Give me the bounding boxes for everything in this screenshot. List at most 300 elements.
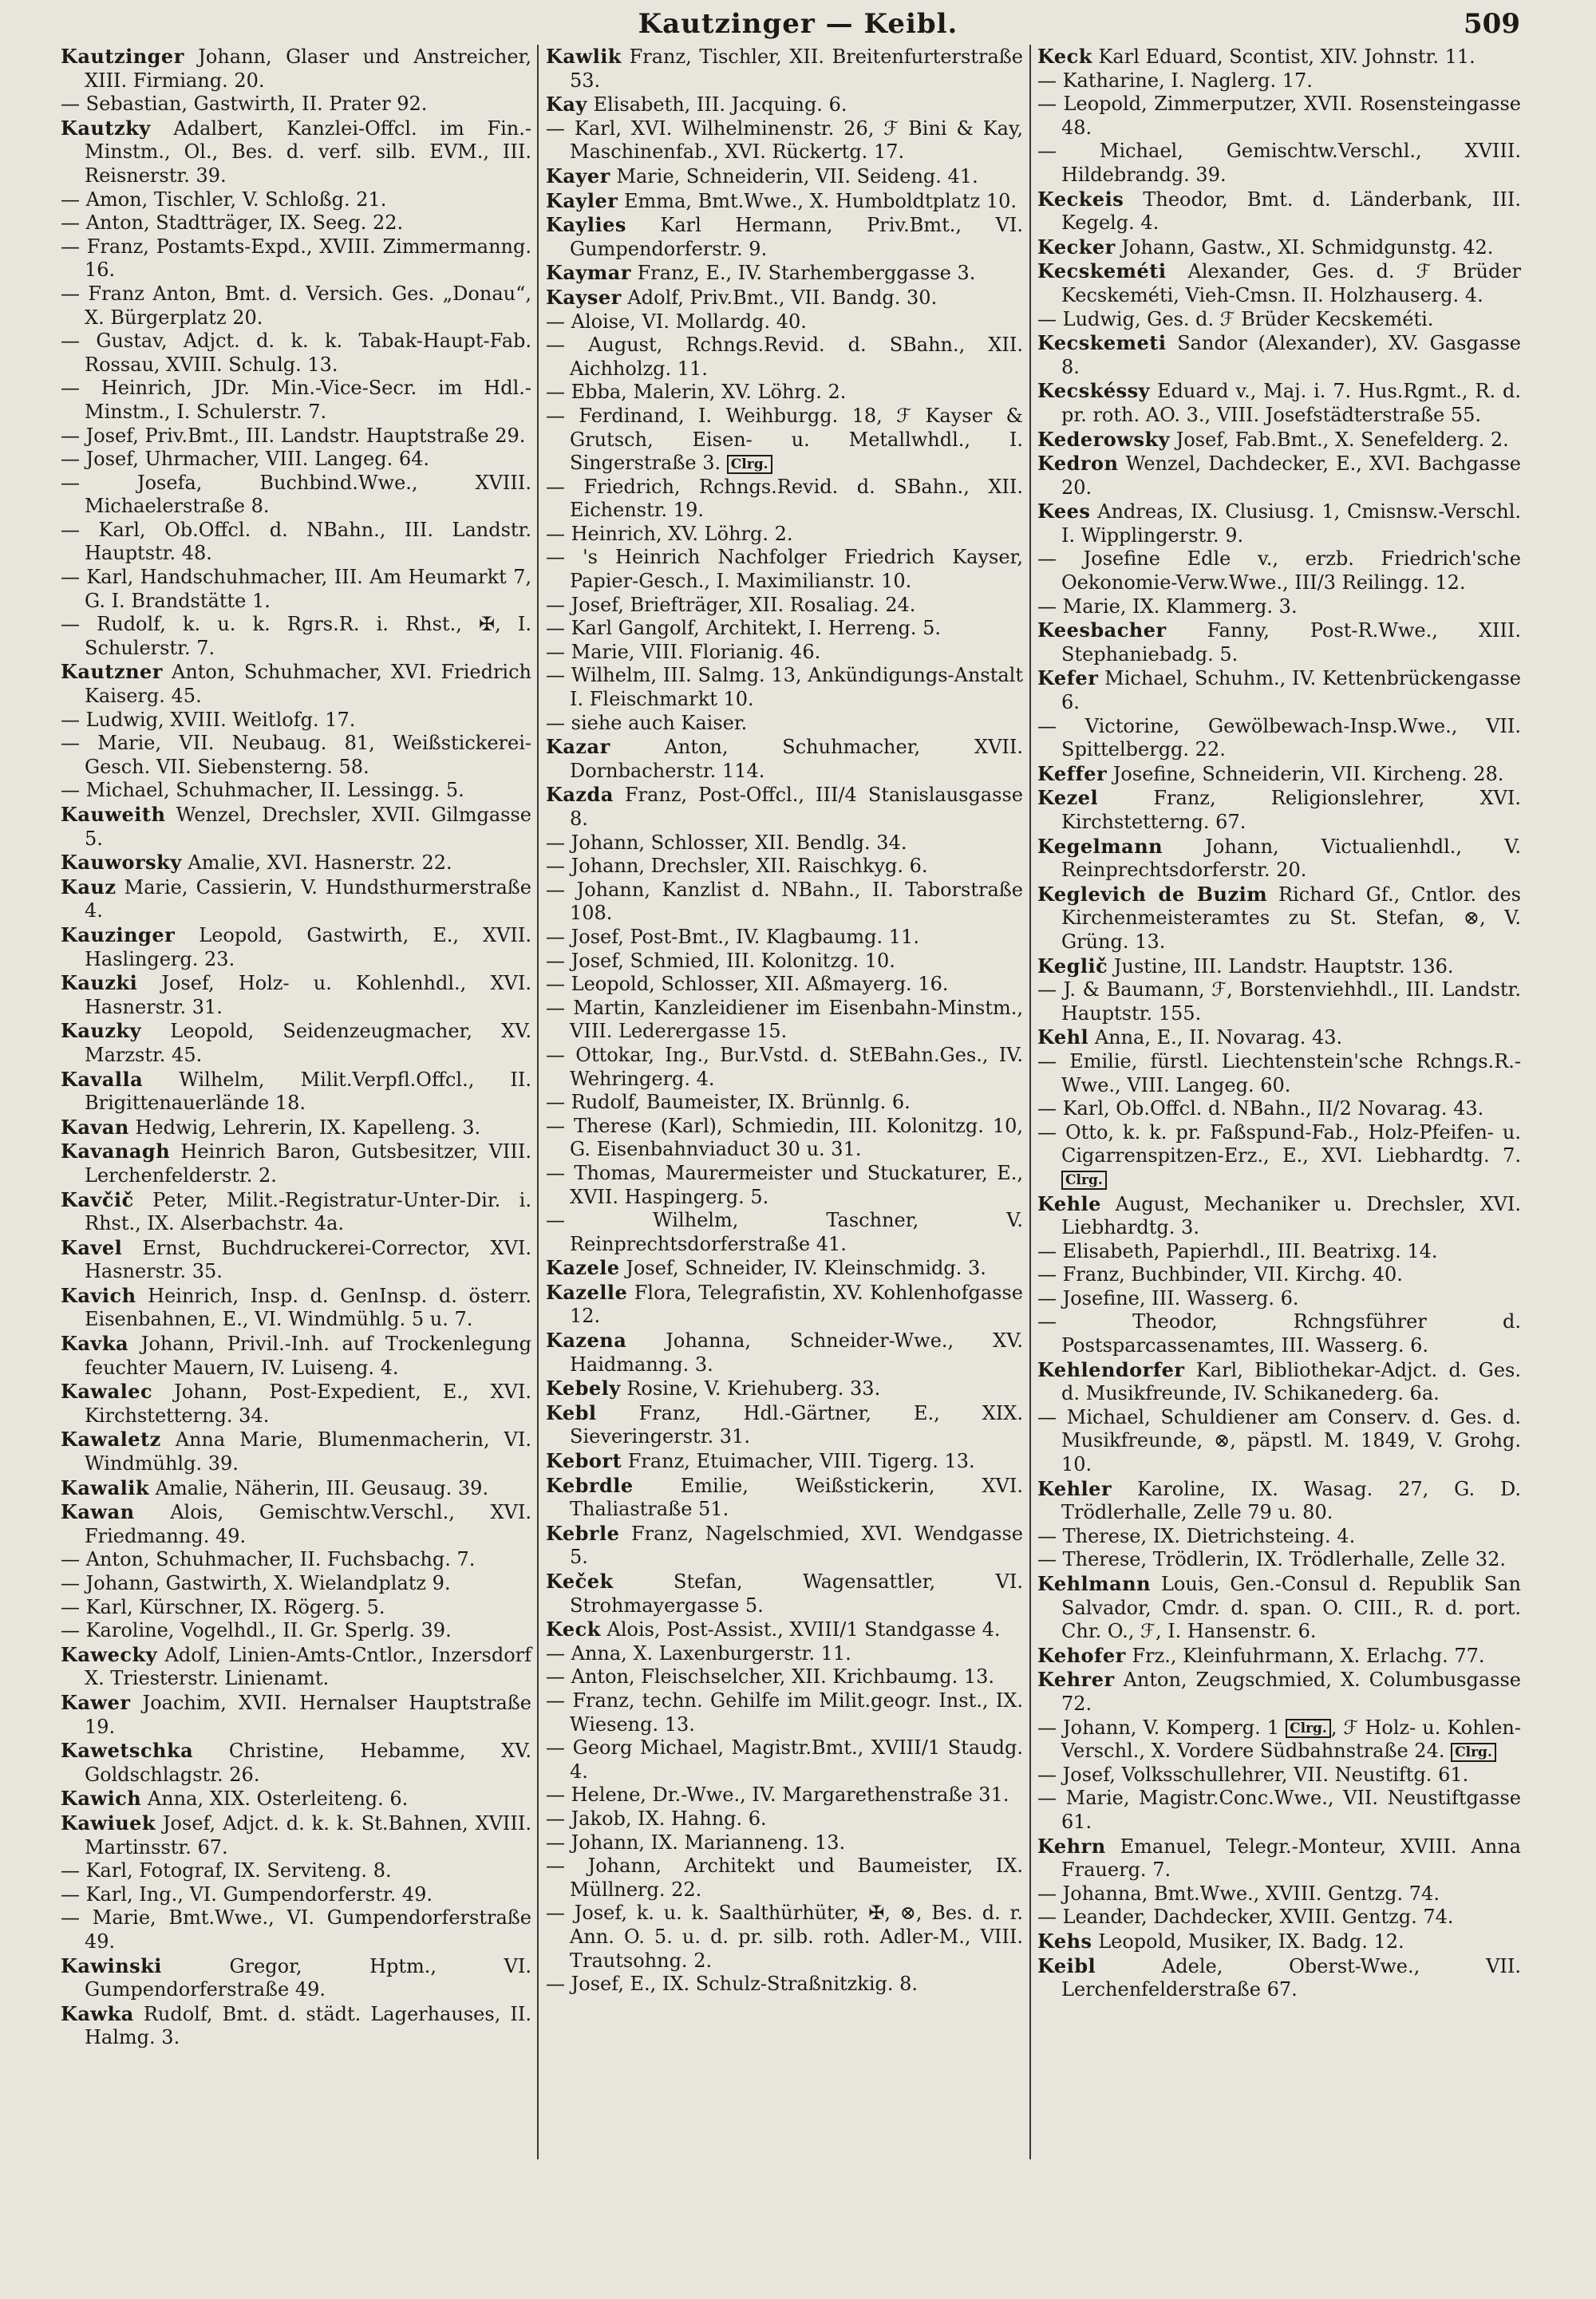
entry-surname: Kawich	[61, 1787, 142, 1811]
directory-entry	[1037, 308, 1521, 332]
directory-entry	[546, 1256, 1023, 1281]
entry-details: — J. & Baumann, ℱ, Borstenviehhdl., III. Landstr. Hauptstr. 155.	[1037, 978, 1521, 1025]
entry-details: Franz, Hdl.-Gärtner, E., XIX. Sieveringerstr. 31.	[570, 1401, 1023, 1448]
entry-surname: Kautzinger	[61, 45, 184, 68]
directory-entry	[546, 1091, 1023, 1115]
directory-column-3	[1037, 45, 1521, 2002]
entry-details: Karl, Bibliothekar-Adjct. d. Ges. d. Musikfreunde, IV. Schikanederg. 6a.	[1061, 1358, 1521, 1405]
entry-details: — Michael, Schuldiener am Conserv. d. Ges. d. Musikfreunde, ⊗, päpstl. M. 1849, V. Grohg. 10.	[1037, 1405, 1521, 1476]
entry-surname: Kawinski	[61, 1953, 162, 1977]
directory-entry	[546, 1831, 1023, 1855]
entry-details: — Josef, E., IX. Schulz-Straßnitzkig. 8.	[546, 1973, 918, 1996]
entry-details: Adele, Oberst-Wwe., VII. Lerchenfelderstraße 67.	[1061, 1954, 1521, 2001]
entry-details: Peter, Milit.-Registratur-Unter-Dir. i. Rhst., IX. Alserbachstr. 4a.	[85, 1188, 531, 1235]
entry-surname: Kawer	[61, 1690, 131, 1714]
directory-entry	[61, 971, 531, 1019]
directory-entry	[61, 425, 531, 448]
entry-details: — Johann, IX. Marianneng. 13.	[546, 1831, 846, 1854]
entry-details: — Josef, Uhrmacher, VIII. Langeg. 64.	[61, 448, 430, 471]
entry-surname: Kauworsky	[61, 851, 182, 875]
directory-entry	[61, 803, 531, 851]
entry-details: Frz., Kleinfuhrmann, X. Erlachg. 77.	[1132, 1644, 1485, 1667]
entry-details: — Marie, Bmt.Wwe., VI. Gumpendorferstraße 49.	[61, 1906, 531, 1953]
directory-entry	[1037, 1787, 1521, 1834]
directory-entry	[1037, 547, 1521, 595]
directory-entry	[546, 381, 1023, 405]
entry-surname: Keckeis	[1037, 187, 1124, 211]
entry-details: — Wilhelm, III. Salmg. 13, Ankündigungs-Anstalt I. Fleischmarkt 10.	[546, 664, 1023, 711]
entry-surname: Kauzinger	[61, 922, 176, 946]
directory-entry	[546, 1973, 1023, 1997]
entry-details: — Franz Anton, Bmt. d. Versich. Ges. „Donau“, X. Bürgerplatz 20.	[61, 282, 531, 329]
entry-details: Johann, Victualienhdl., V. Reinprechtsdorferstr. 20.	[1061, 835, 1521, 882]
entry-surname: Kebl	[546, 1400, 597, 1424]
entry-details: — Johanna, Bmt.Wwe., XVIII. Gentzg. 74.	[1037, 1882, 1440, 1905]
entry-surname: Kebrdle	[546, 1473, 634, 1497]
entry-details: — Ludwig, XVIII. Weitlofg. 17.	[61, 708, 356, 731]
directory-entry	[1037, 1121, 1521, 1192]
entry-details: — Sebastian, Gastwirth, II. Prater 92.	[61, 93, 428, 116]
entry-details: Adolf, Linien-Amts-Cntlor., Inzersdorf X. Triesterstr. Linienamt.	[85, 1643, 531, 1690]
directory-entry	[546, 594, 1023, 618]
directory-entry	[546, 1570, 1023, 1618]
entry-details: Johann, Glaser und Anstreicher, XIII. Firmiang. 20.	[85, 45, 531, 92]
entry-surname: Kecker	[1037, 235, 1116, 259]
entry-surname: Kazelle	[546, 1280, 628, 1304]
directory-entry	[61, 1787, 531, 1811]
entry-surname: Kay	[546, 93, 587, 117]
entry-surname: Kehlendorfer	[1037, 1357, 1185, 1381]
directory-entry	[1037, 1572, 1521, 1644]
entry-details: Adolf, Priv.Bmt., VII. Bandg. 30.	[627, 286, 938, 309]
entry-details: Leopold, Gastwirth, E., XVII. Haslingerg. 23.	[85, 923, 531, 970]
entry-details: — Josef, k. u. k. Saalthürhüter, ✠, ⊗, Bes. d. r. Ann. O. 5. u. d. pr. silb. roth. Adler-M., VIII. Trautsohng. 2.	[546, 1902, 1023, 1972]
entry-surname: Kavka	[61, 1332, 129, 1356]
directory-entry	[546, 1689, 1023, 1736]
directory-entry	[61, 45, 531, 93]
directory-entry	[61, 732, 531, 779]
entry-surname: Kehofer	[1037, 1643, 1126, 1667]
entry-details: — Ludwig, Ges. d. ℱ Brüder Kecskeméti.	[1037, 307, 1434, 330]
entry-details: — Michael, Gemischtw.Verschl., XVIII. Hildebrandg. 39.	[1037, 140, 1521, 186]
entry-details: Joachim, XVII. Hernalser Hauptstraße 19.	[85, 1691, 531, 1738]
entry-details: — Helene, Dr.-Wwe., IV. Margarethenstraße 31.	[546, 1784, 1009, 1807]
directory-entry	[546, 405, 1023, 476]
directory-entry	[1037, 235, 1521, 260]
entry-details: Josef, Fab.Bmt., X. Senefelderg. 2.	[1175, 428, 1509, 451]
entry-details: — Heinrich, JDr. Min.-Vice-Secr. im Hdl.-Minstm., I. Schulerstr. 7.	[61, 377, 531, 423]
directory-entry	[61, 1019, 531, 1067]
column-divider	[537, 45, 539, 2159]
directory-entry	[546, 1784, 1023, 1807]
directory-entry	[546, 712, 1023, 736]
entry-surname: Kecskeméti	[1037, 259, 1167, 283]
entry-details: — Friedrich, Rchngs.Revid. d. SBahn., XII. Eichenstr. 19.	[546, 475, 1023, 522]
directory-entry	[546, 189, 1023, 214]
entry-details: — Emilie, fürstl. Liechtenstein'sche Rchngs.R.-Wwe., VIII. Langeg. 60.	[1037, 1049, 1521, 1096]
directory-entry	[61, 660, 531, 708]
directory-entry	[61, 875, 531, 923]
entry-surname: Kayler	[546, 188, 618, 212]
entry-details: Heinrich Baron, Gutsbesitzer, VIII. Lerchenfelderstr. 2.	[85, 1140, 531, 1187]
directory-entry	[1037, 1764, 1521, 1787]
directory-entry	[546, 926, 1023, 950]
entry-surname: Kebort	[546, 1449, 622, 1473]
entry-details: — Marie, Magistr.Conc.Wwe., VII. Neustiftgasse 61.	[1037, 1787, 1521, 1833]
entry-surname: Kawalec	[61, 1380, 153, 1404]
directory-entry	[61, 1643, 531, 1691]
entry-details: — Karl, XVI. Wilhelminenstr. 26, ℱ Bini & Kay, Maschinenfab., XVI. Rückertg. 17.	[546, 117, 1023, 164]
entry-details: Richard Gf., Cntlor. des Kirchenmeisteramtes zu St. Stefan, ⊗, V. Grüng. 13.	[1061, 883, 1521, 953]
entry-details: — Karl, Fotograf, IX. Serviteng. 8.	[61, 1859, 392, 1882]
entry-details: — Therese (Karl), Schmiedin, III. Kolonitzg. 10, G. Eisenbahnviaduct 30 u. 31.	[546, 1114, 1023, 1161]
directory-entry	[1037, 1882, 1521, 1906]
directory-entry	[1037, 1240, 1521, 1264]
entry-details: Josef, Schneider, IV. Kleinschmidg. 3.	[626, 1257, 986, 1280]
directory-entry	[546, 1736, 1023, 1784]
directory-entry	[1037, 140, 1521, 187]
entry-details: Elisabeth, III. Jacquing. 6.	[593, 93, 847, 117]
directory-entry	[1037, 618, 1521, 666]
entry-details: Alois, Post-Assist., XVIII/1 Standgasse 4.	[606, 1618, 1001, 1641]
entry-surname: Keesbacher	[1037, 618, 1167, 642]
entry-surname: Kecskemeti	[1037, 331, 1167, 355]
entry-details: Emilie, Weißstickerin, XVI. Thaliastraße 51.	[570, 1474, 1023, 1521]
directory-entry	[61, 1284, 531, 1332]
directory-entry	[546, 476, 1023, 523]
directory-entry	[546, 1522, 1023, 1570]
entry-details: — Franz, Buchbinder, VII. Kirchg. 40.	[1037, 1263, 1403, 1286]
entry-details: Franz, Nagelschmied, XVI. Wendgasse 5.	[570, 1522, 1023, 1569]
entry-details: Franz, E., IV. Starhemberggasse 3.	[637, 262, 976, 285]
directory-entry	[1037, 1525, 1521, 1549]
directory-entry	[1037, 1906, 1521, 1930]
entry-surname: Keglič	[1037, 954, 1108, 978]
entry-details: Johanna, Schneider-Wwe., XV. Haidmanng. 3.	[570, 1329, 1023, 1376]
entry-surname: Kawiuek	[61, 1811, 156, 1835]
entry-surname: Kawetschka	[61, 1739, 194, 1763]
entry-details: — Karl, Ob.Offcl. d. NBahn., III. Landstr. Hauptstr. 48.	[61, 518, 531, 565]
entry-details: Amalie, Näherin, III. Geusaug. 39.	[155, 1476, 489, 1499]
directory-entry	[546, 1449, 1023, 1474]
directory-entry	[1037, 954, 1521, 979]
directory-entry	[546, 1474, 1023, 1522]
entry-details: — Wilhelm, Taschner, V. Reinprechtsdorferstraße 41.	[546, 1209, 1023, 1255]
entry-details: Josef, Adjct. d. k. k. St.Bahnen, XVIII. Martinsstr. 67.	[85, 1811, 531, 1859]
directory-entry	[1037, 69, 1521, 93]
entry-surname: Kehrn	[1037, 1834, 1106, 1858]
entry-details: — Josef, Post-Bmt., IV. Klagbaumg. 11.	[546, 925, 919, 948]
directory-entry	[546, 45, 1023, 93]
directory-entry	[546, 664, 1023, 711]
entry-details: Gregor, Hptm., VI. Gumpendorferstraße 49.	[85, 1954, 531, 2001]
entry-details: — Johann, Drechsler, XII. Raischkyg. 6.	[546, 855, 928, 878]
directory-entry	[1037, 1954, 1521, 2002]
directory-entry	[61, 613, 531, 660]
entry-details: Johann, Post-Expedient, E., XVI. Kirchstetterng. 34.	[85, 1381, 531, 1427]
entry-surname: Kazar	[546, 735, 610, 759]
directory-entry	[1037, 428, 1521, 452]
entry-surname: Kehrer	[1037, 1668, 1115, 1692]
directory-entry	[61, 1619, 531, 1643]
entry-details: — siehe auch Kaiser.	[546, 711, 748, 734]
directory-entry	[61, 1548, 531, 1572]
entry-details: Karoline, IX. Wasag. 27, G. D. Trödlerhalle, Zelle 79 u. 80.	[1061, 1477, 1521, 1524]
entry-details: — Anton, Fleischselcher, XII. Krichbaumg. 13.	[546, 1665, 994, 1689]
entry-details: August, Mechaniker u. Drechsler, XVI. Liebhardtg. 3.	[1061, 1192, 1521, 1239]
entry-details: — Marie, VII. Neubaug. 81, Weißstickerei-Gesch. VII. Siebensterng. 58.	[61, 732, 531, 778]
directory-entry	[1037, 1406, 1521, 1477]
entry-details: Anton, Zeugschmied, X. Columbusgasse 72.	[1061, 1669, 1521, 1715]
entry-surname: Kayer	[546, 164, 610, 188]
entry-details: Hedwig, Lehrerin, IX. Kapelleng. 3.	[135, 1116, 481, 1139]
directory-entry	[546, 310, 1023, 334]
entry-details: Emanuel, Telegr.-Monteur, XVIII. Anna Frauerg. 7.	[1061, 1835, 1521, 1882]
entry-details: Justine, III. Landstr. Hauptstr. 136.	[1113, 954, 1454, 978]
entry-details: Emma, Bmt.Wwe., X. Humboldtplatz 10.	[624, 189, 1017, 212]
entry-details: Wenzel, Dachdecker, E., XVI. Bachgasse 20.	[1061, 452, 1521, 499]
page-number: 509	[1464, 8, 1520, 40]
entry-surname: Kavel	[61, 1235, 123, 1259]
entry-details: — Marie, IX. Klammerg. 3.	[1037, 595, 1298, 618]
entry-details: Ernst, Buchdruckerei-Corrector, XVI. Hasnerstr. 35.	[85, 1236, 531, 1283]
directory-entry	[1037, 1477, 1521, 1525]
entry-surname: Kehl	[1037, 1025, 1089, 1049]
directory-entry	[61, 519, 531, 566]
directory-entry	[546, 1162, 1023, 1209]
entry-surname: Keglevich de Buzim	[1037, 882, 1268, 906]
directory-entry	[61, 1140, 531, 1187]
entry-details: — Victorine, Gewölbewach-Insp.Wwe., VII. Spittelbergg. 22.	[1037, 714, 1521, 761]
directory-entry	[546, 1115, 1023, 1162]
entry-details: — Johann, Architekt und Baumeister, IX. Müllnerg. 22.	[546, 1855, 1023, 1901]
entry-surname: Kawlik	[546, 45, 622, 68]
entry-details: — Heinrich, XV. Löhrg. 2.	[546, 522, 793, 545]
entry-surname: Kawan	[61, 1500, 135, 1524]
entry-details: — Otto, k. k. pr. Faßspund-Fab., Holz-Pfeifen- u. Cigarrenspitzen-Erz., E., XVI. Liebhardtg. 7.	[1037, 1120, 1521, 1167]
entry-surname: Kayser	[546, 285, 622, 309]
directory-entry	[1037, 595, 1521, 619]
entry-details: — Michael, Schuhmacher, II. Lessingg. 5.	[61, 779, 464, 802]
entry-details: — Anna, X. Laxenburgerstr. 11.	[546, 1641, 851, 1665]
entry-surname: Kederowsky	[1037, 427, 1171, 451]
entry-surname: Kazele	[546, 1256, 620, 1280]
directory-entry	[546, 1377, 1023, 1401]
entry-details: Anton, Schuhmacher, XVII. Dornbacherstr. 114.	[570, 736, 1023, 782]
entry-surname: Keck	[546, 1618, 601, 1641]
entry-surname: Kauzki	[61, 971, 138, 995]
directory-entry	[61, 1236, 531, 1284]
directory-entry	[61, 1068, 531, 1116]
entry-details: Anna Marie, Blumenmacherin, VI. Windmühlg. 39.	[85, 1428, 531, 1475]
entry-surname: Kebely	[546, 1377, 621, 1400]
entry-details: — Theodor, Rchngsführer d. Postsparcassenamtes, III. Wasserg. 6.	[1037, 1310, 1521, 1357]
entry-surname: Keček	[546, 1570, 614, 1593]
directory-entry	[546, 1642, 1023, 1666]
directory-entry	[546, 117, 1023, 164]
entry-details: Eduard v., Maj. i. 7. Hus.Rgmt., R. d. pr. roth. AO. 3., VIII. Josefstädterstraße 55.	[1061, 380, 1521, 426]
entry-details: Sandor (Alexander), XV. Gasgasse 8.	[1061, 332, 1521, 378]
directory-entry	[1037, 1025, 1521, 1050]
entry-details: — Franz, Postamts-Expd., XVIII. Zimmermanng. 16.	[61, 235, 531, 282]
directory-entry	[1037, 1835, 1521, 1882]
directory-entry	[1037, 978, 1521, 1025]
directory-entry	[1037, 379, 1521, 427]
directory-entry	[61, 211, 531, 235]
entry-surname: Kawecky	[61, 1642, 158, 1666]
directory-entry	[1037, 1930, 1521, 1954]
directory-entry	[546, 735, 1023, 783]
directory-entry	[61, 377, 531, 424]
entry-surname: Kawka	[61, 2001, 134, 2025]
entry-details: — Johann, V. Komperg. 1	[1037, 1716, 1280, 1739]
directory-entry	[1037, 1668, 1521, 1716]
entry-details: — 's Heinrich Nachfolger Friedrich Kayser, Papier-Gesch., I. Maximilianstr. 10.	[546, 546, 1023, 593]
directory-entry	[1037, 93, 1521, 140]
entry-details: — Therese, IX. Dietrichsteing. 4.	[1037, 1524, 1356, 1547]
directory-entry	[1037, 1287, 1521, 1311]
directory-entry	[1037, 1097, 1521, 1121]
entry-details: — Thomas, Maurermeister und Stuckaturer, E., XVII. Haspingerg. 5.	[546, 1161, 1023, 1208]
directory-entry	[61, 235, 531, 282]
entry-details: Johann, Privil.-Inh. auf Trockenlegung feuchter Mauern, IV. Luiseng. 4.	[85, 1333, 531, 1379]
directory-entry	[61, 1332, 531, 1380]
entry-details: — Karl, Ob.Offcl. d. NBahn., II/2 Novarag. 43.	[1037, 1097, 1484, 1120]
entry-details: — Anton, Schuhmacher, II. Fuchsbachg. 7.	[61, 1548, 476, 1571]
entry-details: Louis, Gen.-Consul d. Republik San Salvador, Cmdr. d. span. O. CIII., R. d. port. Chr. O., ℱ, I. Hansenstr. 6.	[1061, 1573, 1521, 1643]
entry-details: — Josefine, III. Wasserg. 6.	[1037, 1286, 1299, 1309]
entry-surname: Kehlmann	[1037, 1572, 1152, 1595]
directory-entry	[546, 286, 1023, 310]
entry-details: — Jakob, IX. Hahng. 6.	[546, 1807, 767, 1830]
directory-entry	[61, 1428, 531, 1475]
entry-surname: Kavanagh	[61, 1140, 171, 1163]
entry-surname: Kegelmann	[1037, 834, 1163, 858]
clearing-badge: Clrg.	[1451, 1743, 1496, 1762]
directory-entry	[1037, 883, 1521, 954]
directory-entry	[1037, 452, 1521, 500]
entry-details: Theodor, Bmt. d. Länderbank, III. Kegelg. 4.	[1061, 188, 1521, 235]
entry-details: — Josef, Priv.Bmt., III. Landstr. Hauptstraße 29.	[61, 424, 526, 447]
entry-details: Michael, Schuhm., IV. Kettenbrückengasse 6.	[1061, 667, 1521, 714]
entry-surname: Kaymar	[546, 261, 631, 285]
entry-details: — Karl, Ing., VI. Gumpendorferstr. 49.	[61, 1882, 433, 1906]
entry-surname: Kees	[1037, 500, 1091, 523]
entry-details: — Josef, Volksschullehrer, VII. Neustiftg. 61.	[1037, 1763, 1469, 1786]
entry-details: Marie, Schneiderin, VII. Seideng. 41.	[616, 164, 978, 188]
directory-entry	[61, 923, 531, 971]
entry-surname: Kezel	[1037, 786, 1099, 810]
entry-surname: Keffer	[1037, 761, 1108, 785]
entry-details: — Johann, Kanzlist d. NBahn., II. Taborstraße 108.	[546, 878, 1023, 925]
directory-entry	[61, 1906, 531, 1953]
directory-entry	[546, 213, 1023, 261]
directory-entry	[61, 1596, 531, 1620]
entry-details: — Johann, Gastwirth, X. Wielandplatz 9.	[61, 1572, 451, 1594]
entry-details: — Marie, VIII. Florianig. 46.	[546, 640, 821, 663]
entry-surname: Kawalik	[61, 1475, 149, 1499]
clearing-badge: Clrg.	[1286, 1719, 1331, 1738]
directory-entry	[61, 779, 531, 803]
entry-surname: Kaylies	[546, 213, 626, 237]
directory-entry	[1037, 188, 1521, 235]
directory-entry	[546, 950, 1023, 974]
directory-entry	[1037, 500, 1521, 547]
entry-details: Wilhelm, Milit.Verpfl.Offcl., II. Brigittenauerlände 18.	[85, 1068, 531, 1115]
entry-surname: Kavčič	[61, 1187, 134, 1211]
directory-entry	[546, 1401, 1023, 1449]
entry-surname: Kazena	[546, 1329, 627, 1353]
directory-entry	[61, 188, 531, 212]
entry-details: — Rudolf, k. u. k. Rgrs.R. i. Rhst., ✠, I. Schulerstr. 7.	[61, 613, 531, 659]
directory-column-2	[546, 45, 1023, 1997]
directory-entry	[61, 472, 531, 519]
directory-entry	[546, 261, 1023, 286]
entry-surname: Keck	[1037, 45, 1092, 68]
entry-surname: Kauz	[61, 875, 117, 899]
directory-entry	[546, 1855, 1023, 1902]
directory-entry	[61, 1691, 531, 1739]
directory-entry	[1037, 1310, 1521, 1357]
directory-entry	[1037, 762, 1521, 787]
entry-details: Leopold, Seidenzeugmacher, XV. Marzstr. 45.	[85, 1020, 531, 1066]
directory-entry	[546, 1902, 1023, 1973]
entry-surname: Kauzky	[61, 1019, 142, 1043]
entry-details: Rosine, V. Kriehuberg. 33.	[626, 1377, 881, 1400]
entry-details: Christine, Hebamme, XV. Goldschlagstr. 26.	[85, 1740, 531, 1786]
entry-details: Amalie, XVI. Hasnerstr. 22.	[188, 851, 452, 875]
entry-details: Fanny, Post-R.Wwe., XIII. Stephaniebadg. 5.	[1061, 619, 1521, 666]
entry-details: Alexander, Ges. d. ℱ Brüder Kecskeméti, Vieh-Cmsn. II. Holzhauserg. 4.	[1061, 260, 1522, 306]
entry-surname: Kautzner	[61, 660, 163, 684]
entry-details: Wenzel, Drechsler, XVII. Gilmgasse 5.	[85, 804, 531, 850]
entry-details: Rudolf, Bmt. d. städt. Lagerhauses, II. Halmg. 3.	[85, 2002, 531, 2049]
entry-surname: Kazda	[546, 783, 614, 807]
clearing-badge: Clrg.	[727, 455, 772, 474]
entry-details: Anna, XIX. Osterleiteng. 6.	[147, 1787, 409, 1811]
entry-surname: Kebrle	[546, 1521, 620, 1545]
entry-details: — Leopold, Schlosser, XII. Aßmayerg. 16.	[546, 973, 949, 996]
entry-details: — Rudolf, Baumeister, IX. Brünnlg. 6.	[546, 1091, 911, 1114]
entry-surname: Kawaletz	[61, 1428, 161, 1452]
entry-details: — August, Rchngs.Revid. d. SBahn., XII. Aichholzg. 11.	[546, 334, 1023, 380]
directory-entry	[1037, 1644, 1521, 1669]
directory-entry	[546, 1329, 1023, 1377]
entry-details: — Karl, Kürschner, IX. Rögerg. 5.	[61, 1595, 385, 1618]
clearing-badge: Clrg.	[1061, 1171, 1107, 1190]
entry-details: — Gustav, Adjct. d. k. k. Tabak-Haupt-Fab. Rossau, XVIII. Schulg. 13.	[61, 330, 531, 376]
directory-entry	[61, 1116, 531, 1140]
directory-entry	[61, 282, 531, 330]
column-divider	[1029, 45, 1031, 2159]
entry-details: Anton, Schuhmacher, XVI. Friedrich Kaiserg. 45.	[85, 661, 531, 708]
entry-details: — Josef, Briefträger, XII. Rosaliag. 24.	[546, 593, 916, 616]
directory-entry	[1037, 835, 1521, 883]
entry-details: — Karoline, Vogelhdl., II. Gr. Sperlg. 39.	[61, 1619, 452, 1642]
entry-surname: Kavich	[61, 1283, 136, 1307]
directory-entry	[61, 709, 531, 733]
entry-details: — Ebba, Malerin, XV. Löhrg. 2.	[546, 381, 847, 404]
entry-details: — Franz, techn. Gehilfe im Milit.geogr. Inst., IX. Wieseng. 13.	[546, 1689, 1023, 1736]
directory-entry	[546, 164, 1023, 189]
directory-entry	[61, 1500, 531, 1548]
directory-entry	[61, 1811, 531, 1859]
directory-entry	[546, 1281, 1023, 1329]
entry-details: Franz, Etuimacher, VIII. Tigerg. 13.	[627, 1450, 975, 1473]
directory-entry	[61, 330, 531, 377]
directory-entry	[1037, 259, 1521, 307]
entry-details: — Karl Gangolf, Architekt, I. Herreng. 5.	[546, 617, 942, 640]
